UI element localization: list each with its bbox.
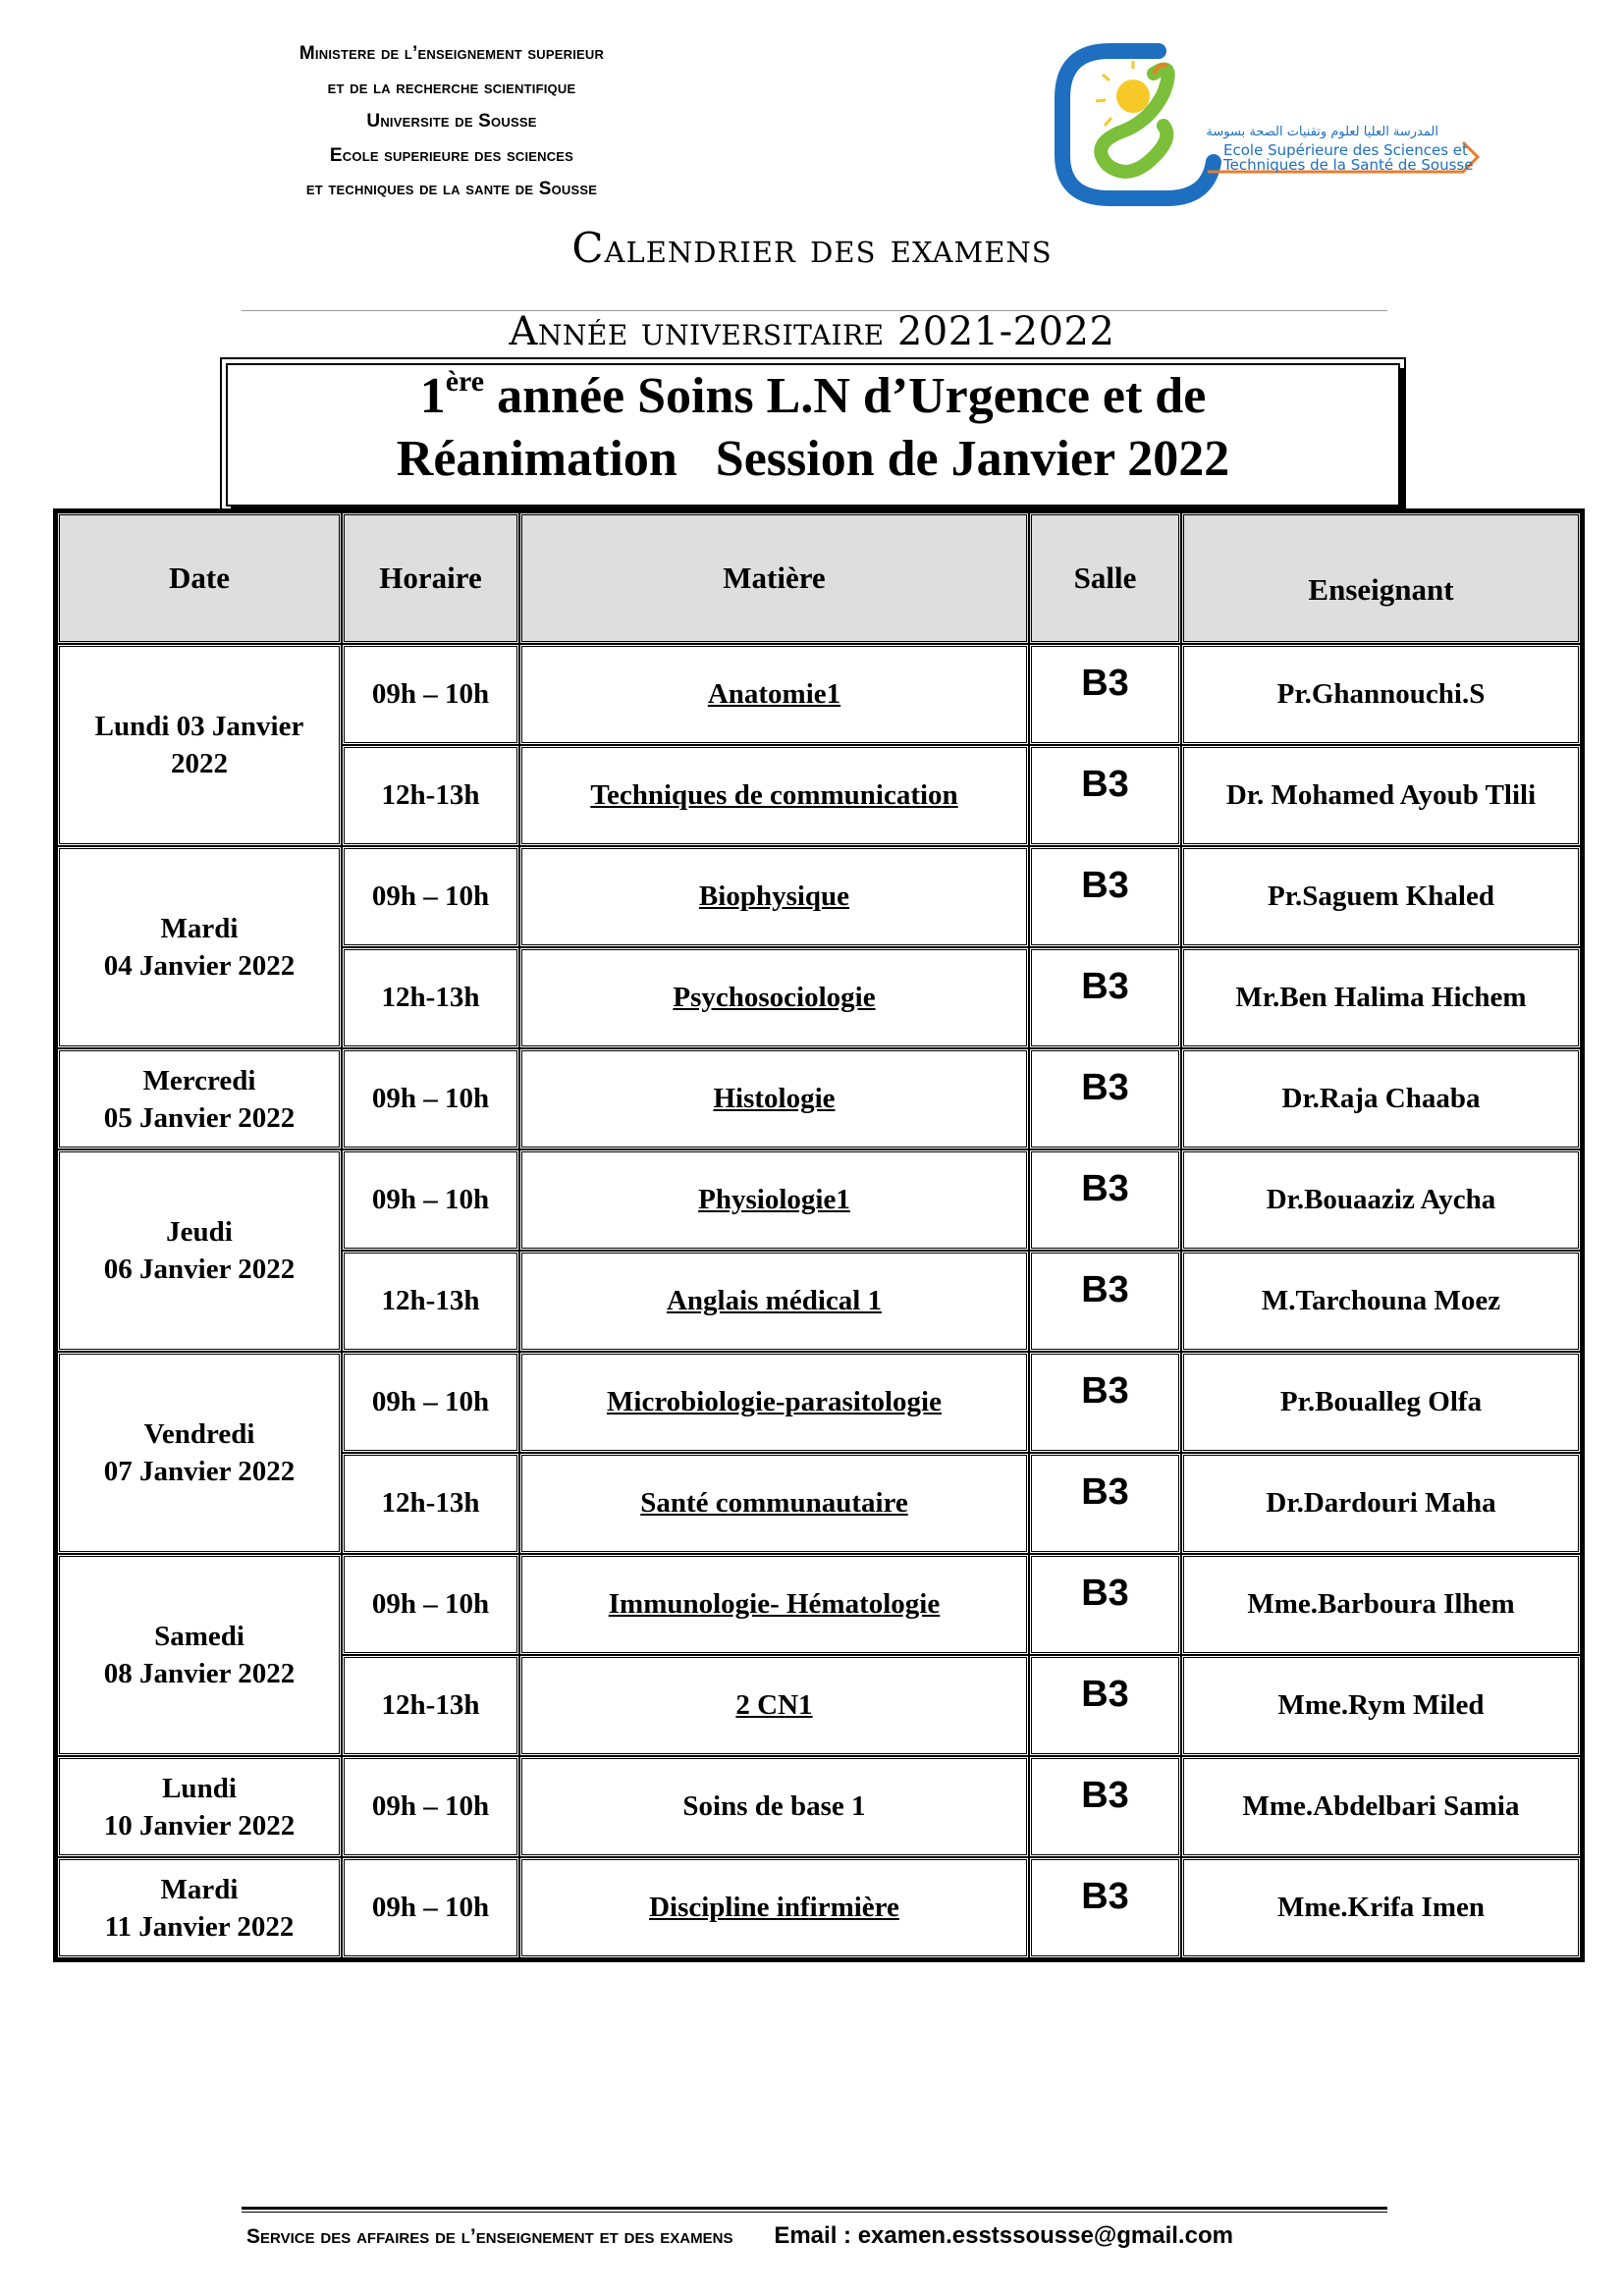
footer-email: Email : examen.esstssousse@gmail.com (774, 2222, 1233, 2249)
exam-matiere (519, 1756, 1029, 1857)
exam-horaire-text: 12h-13h (381, 982, 480, 1013)
exam-matiere (519, 1857, 1029, 1958)
exam-matiere (519, 1149, 1029, 1251)
exam-matiere-text: Santé communautaire (640, 1487, 908, 1519)
exam-date-line2: 07 Janvier 2022 (103, 1456, 296, 1487)
program-box (226, 363, 1400, 507)
exam-enseignant (1181, 1857, 1581, 1958)
program-line1-text: année Soins L.N d’Urgence et de (484, 368, 1207, 424)
exam-date-line2: 08 Janvier 2022 (103, 1658, 296, 1689)
exam-date-line1: Mardi (160, 913, 239, 944)
exam-matiere-text: Anatomie1 (707, 678, 841, 710)
exam-horaire (342, 1149, 519, 1251)
exam-enseignant-text: Dr.Bouaaziz Aycha (1266, 1184, 1496, 1215)
exam-matiere (519, 745, 1029, 846)
exam-enseignant (1181, 745, 1581, 846)
exam-matiere (519, 846, 1029, 947)
exam-horaire-text: 12h-13h (381, 1285, 480, 1316)
exam-horaire (342, 1251, 519, 1352)
exam-enseignant (1181, 1655, 1581, 1756)
exam-matiere (519, 1048, 1029, 1149)
exam-matiere-text: Psychosociologie (673, 982, 876, 1013)
table-row (57, 846, 1581, 947)
exam-date (57, 1756, 342, 1857)
exam-enseignant-text: Dr. Mohamed Ayoub Tlili (1225, 779, 1537, 811)
ministry-header (226, 37, 677, 207)
exam-horaire-text: 09h – 10h (371, 1083, 490, 1114)
exam-matiere (519, 1554, 1029, 1655)
exam-enseignant (1181, 1756, 1581, 1857)
table-header-row (57, 512, 1581, 644)
logo-text-line1: Ecole Supérieure des Sciences et (1223, 141, 1468, 159)
exam-salle (1029, 1149, 1181, 1251)
exam-enseignant-text: Pr.Saguem Khaled (1268, 881, 1494, 912)
table-row (57, 1857, 1581, 1958)
exam-matiere-text: Techniques de communication (590, 779, 958, 811)
school-line: Ecole superieure des sciences (329, 144, 574, 166)
exam-salle (1029, 1453, 1181, 1554)
program-line2: Réanimation Session de Janvier 2022 (396, 431, 1230, 487)
exam-date (57, 1048, 342, 1149)
logo-text-line2: Techniques de la Santé de Sousse (1223, 156, 1474, 174)
exam-horaire-text: 09h – 10h (371, 881, 490, 912)
academic-year: Année universitaire 2021-2022 (509, 309, 1115, 354)
exam-salle-text: B3 (1081, 663, 1129, 704)
ministry-line: et de la recherche scientifique (327, 77, 576, 98)
exam-matiere (519, 947, 1029, 1048)
program-line1 (228, 365, 1398, 428)
exam-horaire (342, 1554, 519, 1655)
exam-date (57, 1149, 342, 1352)
exam-matiere-text: Histologie (713, 1083, 836, 1114)
exam-horaire-text: 09h – 10h (371, 1184, 490, 1215)
exam-salle (1029, 947, 1181, 1048)
exam-enseignant (1181, 846, 1581, 947)
exam-enseignant-text: Pr.Ghannouchi.S (1276, 678, 1486, 710)
table-row (57, 1756, 1581, 1857)
exam-enseignant-text: Dr.Raja Chaaba (1281, 1083, 1481, 1114)
school-line: et techniques de la sante de Sousse (305, 179, 598, 199)
exam-schedule-table (53, 508, 1585, 1962)
exam-enseignant (1181, 947, 1581, 1048)
program-ordinal-suffix: ère (445, 365, 485, 398)
exam-date-line2: 05 Janvier 2022 (103, 1101, 296, 1134)
school-logo (1051, 39, 1483, 211)
exam-matiere (519, 1655, 1029, 1756)
table-row (57, 644, 1581, 745)
table-row (57, 1149, 1581, 1251)
exam-date (57, 1857, 342, 1958)
exam-salle (1029, 1352, 1181, 1453)
footer-service: Service des affaires de l’enseignement et des examens (246, 2225, 733, 2248)
exam-matiere-text: Anglais médical 1 (666, 1285, 883, 1316)
document-title: Calendrier des examens (571, 224, 1053, 272)
exam-matiere-text: Physiologie1 (698, 1184, 850, 1215)
exam-salle-text: B3 (1081, 1471, 1129, 1513)
exam-salle (1029, 1251, 1181, 1352)
ministry-line: Ministere de l’enseignement superieur (298, 43, 605, 64)
header-date: Date (57, 512, 342, 644)
exam-date (57, 1352, 342, 1554)
header-salle: Salle (1029, 512, 1181, 644)
exam-enseignant (1181, 1251, 1581, 1352)
exam-date-line2: 11 Janvier 2022 (104, 1910, 295, 1943)
table-row (57, 1554, 1581, 1655)
exam-date-line1: Vendredi (143, 1418, 255, 1450)
exam-horaire-text: 09h – 10h (371, 678, 490, 710)
exam-salle-text: B3 (1081, 1067, 1129, 1108)
exam-date (57, 644, 342, 846)
exam-matiere-text: Soins de base 1 (682, 1790, 866, 1822)
exam-horaire (342, 745, 519, 846)
exam-horaire (342, 1048, 519, 1149)
exam-enseignant-text: M.Tarchouna Moez (1261, 1285, 1501, 1316)
exam-date-line1: Lundi 03 Janvier (94, 711, 304, 742)
exam-matiere (519, 1453, 1029, 1554)
exam-horaire (342, 644, 519, 745)
exam-horaire-text: 09h – 10h (371, 1790, 490, 1822)
table-row (57, 1048, 1581, 1149)
exam-enseignant-text: Mme.Rym Miled (1277, 1689, 1485, 1721)
logo-graphic (1051, 39, 1483, 211)
exam-matiere (519, 1352, 1029, 1453)
exam-horaire-text: 12h-13h (381, 1689, 480, 1721)
exam-matiere-text: Discipline infirmière (649, 1892, 899, 1923)
header-enseignant: Enseignant (1181, 512, 1581, 644)
exam-salle (1029, 644, 1181, 745)
header-matiere: Matière (519, 512, 1029, 644)
logo-arabic-text: المدرسة العليا لعلوم وتقنيات الصحة بسوسة (1206, 125, 1438, 139)
exam-date (57, 846, 342, 1048)
exam-enseignant-text: Mr.Ben Halima Hichem (1235, 982, 1527, 1013)
exam-date-line2: 10 Janvier 2022 (103, 1809, 296, 1842)
exam-enseignant (1181, 1149, 1581, 1251)
table-body (57, 644, 1581, 1958)
exam-matiere-text: Biophysique (698, 881, 850, 912)
exam-horaire-text: 09h – 10h (371, 1892, 490, 1923)
exam-salle-text: B3 (1081, 966, 1129, 1007)
exam-salle (1029, 1554, 1181, 1655)
exam-date-line1: Jeudi (166, 1216, 233, 1248)
exam-salle-text: B3 (1081, 1573, 1129, 1614)
exam-salle (1029, 846, 1181, 947)
exam-enseignant-text: Pr.Boualleg Olfa (1279, 1386, 1483, 1417)
exam-matiere-text: Microbiologie-parasitologie (607, 1386, 942, 1417)
exam-salle-text: B3 (1081, 1370, 1129, 1412)
exam-horaire-text: 09h – 10h (371, 1588, 490, 1620)
exam-enseignant-text: Dr.Dardouri Maha (1266, 1487, 1496, 1519)
exam-horaire (342, 1352, 519, 1453)
exam-enseignant-text: Mme.Barboura Ilhem (1247, 1588, 1515, 1620)
exam-enseignant (1181, 1554, 1581, 1655)
exam-salle-text: B3 (1081, 1876, 1129, 1917)
exam-horaire-text: 12h-13h (381, 779, 480, 811)
university-line: Universite de Sousse (366, 111, 537, 132)
exam-horaire (342, 947, 519, 1048)
exam-salle-text: B3 (1081, 1269, 1129, 1310)
exam-matiere-text: Immunologie- Hématologie (608, 1588, 941, 1620)
footer-divider (242, 2207, 1387, 2213)
exam-salle (1029, 1756, 1181, 1857)
exam-salle (1029, 1857, 1181, 1958)
exam-enseignant (1181, 1352, 1581, 1453)
exam-horaire (342, 1453, 519, 1554)
exam-matiere (519, 1251, 1029, 1352)
exam-enseignant (1181, 1453, 1581, 1554)
exam-date-line2: 04 Janvier 2022 (103, 950, 296, 982)
exam-enseignant (1181, 1048, 1581, 1149)
exam-salle-text: B3 (1081, 764, 1129, 805)
exam-horaire (342, 1857, 519, 1958)
exam-date-line1: Mercredi (142, 1064, 256, 1096)
exam-horaire (342, 846, 519, 947)
exam-salle (1029, 1655, 1181, 1756)
exam-salle-text: B3 (1081, 1168, 1129, 1209)
program-ordinal: 1 (419, 368, 446, 424)
exam-date-line1: Mardi (160, 1873, 239, 1905)
exam-salle-text: B3 (1081, 1674, 1129, 1715)
exam-horaire-text: 09h – 10h (371, 1386, 490, 1417)
footer (246, 2222, 1233, 2250)
exam-enseignant-text: Mme.Krifa Imen (1277, 1892, 1485, 1923)
exam-date-line1: Lundi (162, 1772, 237, 1804)
exam-horaire-text: 12h-13h (381, 1487, 480, 1519)
table-row (57, 1352, 1581, 1453)
exam-date (57, 1554, 342, 1756)
exam-salle (1029, 1048, 1181, 1149)
exam-horaire (342, 1756, 519, 1857)
exam-matiere-text: 2 CN1 (735, 1689, 813, 1721)
exam-horaire (342, 1655, 519, 1756)
exam-salle-text: B3 (1081, 865, 1129, 906)
exam-salle-text: B3 (1081, 1775, 1129, 1816)
exam-date-line2: 06 Janvier 2022 (103, 1254, 296, 1285)
exam-matiere (519, 644, 1029, 745)
exam-date-line1: Samedi (154, 1621, 244, 1652)
exam-salle (1029, 745, 1181, 846)
exam-enseignant-text: Mme.Abdelbari Samia (1242, 1790, 1520, 1822)
exam-date-line2: 2022 (171, 748, 228, 779)
exam-enseignant (1181, 644, 1581, 745)
header-horaire: Horaire (342, 512, 519, 644)
